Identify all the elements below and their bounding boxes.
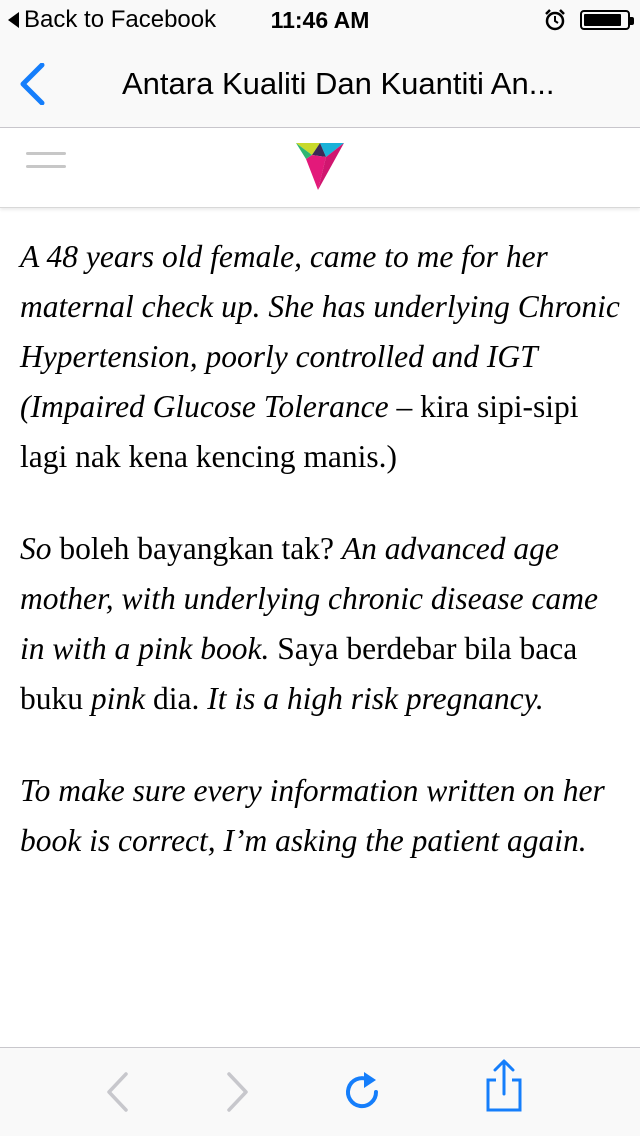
site-logo-icon[interactable] [296,143,344,191]
text-run: boleh bayangkan tak? [51,531,342,566]
back-button[interactable] [12,60,52,108]
text-run: dia. [145,681,208,716]
italic-text-run: To make sure every information written on her book is correct, I’m asking the patient again. [20,773,605,858]
clock: 11:46 AM [270,7,370,33]
page-title: Antara Kualiti Dan Kuantiti An... [122,66,555,101]
reload-icon [342,1070,386,1114]
navigation-bar [0,40,640,128]
alarm-icon [544,9,566,31]
battery-icon [580,10,630,30]
article-body [20,232,624,908]
paragraph [20,232,624,482]
browser-back-button[interactable] [93,1068,141,1116]
chevron-left-icon [19,63,45,105]
hamburger-icon-bar [26,165,66,168]
italic-text-run: An advanced age mother, with underlying chronic disease came in with a pink book. [20,531,598,666]
text-run: Saya berdebar bila baca buku [20,631,578,716]
back-to-app-label: Back to Facebook [24,6,217,33]
share-button[interactable] [480,1062,528,1110]
italic-text-run: So [20,531,52,566]
paragraph [20,766,624,866]
chevron-left-icon [105,1072,129,1112]
share-icon [482,1058,526,1114]
reload-button[interactable] [340,1068,388,1116]
browser-forward-button[interactable] [214,1068,262,1116]
hamburger-icon-bar [26,152,66,155]
italic-text-run: pink [90,681,146,716]
chevron-right-icon [226,1072,250,1112]
text-run: kira sipi-sipi lagi nak kena kencing manis.) [20,389,579,474]
status-bar [0,0,640,40]
italic-text-run: A 48 years old female, came to me for her maternal check up. She has underlying Chronic Hypertension, poorly controlled and IGT (Impaired Glucose Tolerance – [20,239,620,424]
paragraph [20,524,624,724]
menu-button[interactable] [26,152,66,182]
italic-text-run: It is a high risk pregnancy. [207,681,544,716]
bottom-toolbar [0,1047,640,1136]
